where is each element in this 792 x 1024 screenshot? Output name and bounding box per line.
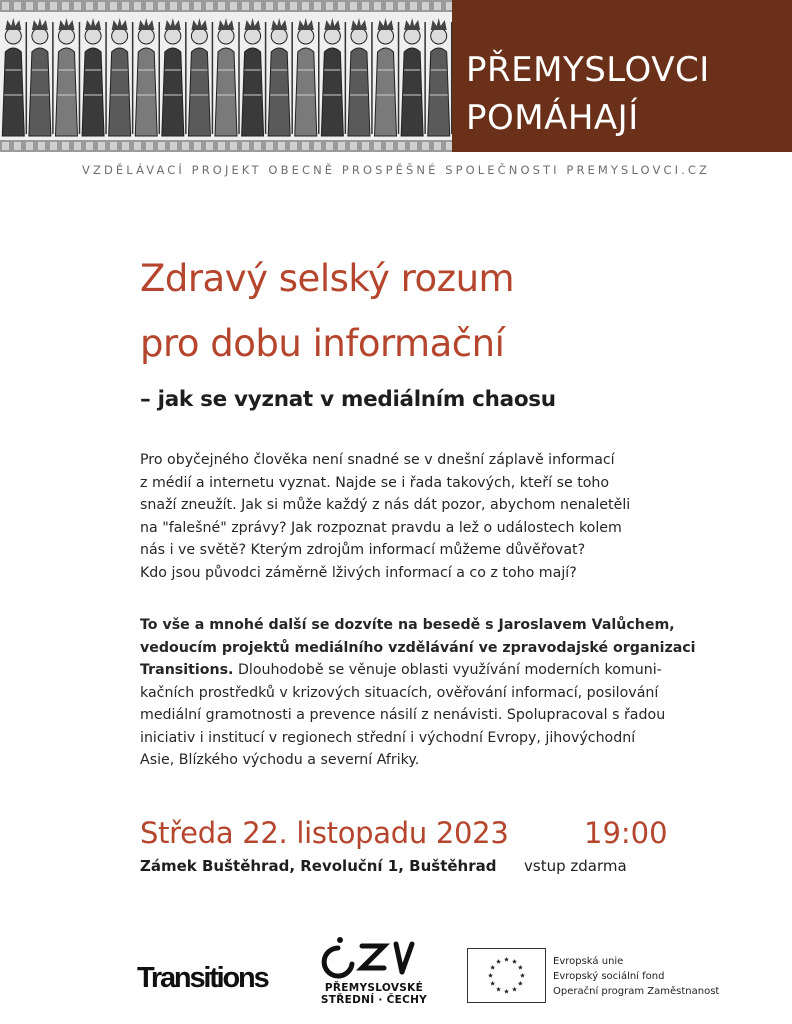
- premyslovske-ozl-logo-icon: [318, 934, 430, 982]
- speaker-paragraph: [140, 614, 696, 772]
- intro-line: z médií a internetu vyznat. Najde se i řada takových, kteří se toho: [140, 474, 610, 491]
- speaker-bold-line: To vše a mnohé další se dozvíte na besedě s Jaroslavem Valůchem,: [140, 617, 675, 633]
- speaker-line: iniciativ i institucí v regionech střední i východní Evropy, jihovýchodní: [140, 729, 636, 746]
- transitions-logo: Transitions: [137, 962, 268, 994]
- banner-frieze-image: [0, 0, 452, 152]
- eu-text-block: [553, 954, 719, 999]
- banner-title-line1: PŘEMYSLOVCI: [466, 50, 710, 90]
- speaker-line: Dlouhodobě se věnuje oblasti využívání moderních komuni-: [233, 662, 662, 678]
- premyslovske-line2: STŘEDNÍ · ČECHY: [320, 994, 428, 1006]
- project-tagline: VZDĚLÁVACÍ PROJEKT OBECNĚ PROSPĚŠNÉ SPOLEČNOSTI PREMYSLOVCI.CZ: [82, 163, 710, 177]
- eu-line: Evropská unie: [553, 956, 624, 967]
- headline-line1: Zdravý selský rozum: [140, 257, 515, 300]
- intro-line: snaží zneužít. Jak si může každý z nás dát pozor, abychom nenaletěli: [140, 497, 631, 513]
- event-time: 19:00: [584, 816, 668, 850]
- medieval-kings-frieze-icon: [0, 0, 452, 152]
- eu-flag: [467, 948, 546, 1003]
- intro-line: Pro obyčejného člověka není snadné se v dnešní záplavě informací: [140, 452, 615, 468]
- intro-paragraph: [140, 449, 630, 584]
- premyslovske-line1: PŘEMYSLOVSKÉ: [324, 982, 424, 994]
- event-date: Středa 22. listopadu 2023: [140, 816, 509, 850]
- intro-line: na "falešné" zprávy? Jak rozpoznat pravdu a lež o událostech kolem: [140, 519, 622, 536]
- premyslovske-logo: [318, 934, 430, 1004]
- subheadline: – jak se vyznat v mediálním chaosu: [140, 387, 556, 412]
- speaker-line: Asie, Blízkého východu a severní Afriky.: [140, 752, 420, 768]
- intro-line: Kdo jsou původci záměrně lživých informací a co z toho mají?: [140, 564, 577, 581]
- speaker-line: kačních prostředků v krizových situacích, ověřování informací, posilování: [140, 684, 659, 701]
- intro-line: nás i ve světě? Kterým zdrojům informací můžeme důvěřovat?: [140, 542, 586, 558]
- eu-stars-flag-icon: [468, 949, 545, 1002]
- event-entry: vstup zdarma: [524, 857, 627, 875]
- speaker-bold-line: vedoucím projektů mediálního vzdělávání ve zpravodajské organizaci: [140, 639, 696, 656]
- eu-line: Operační program Zaměstnanost: [553, 986, 720, 997]
- banner-title-box: [452, 0, 792, 152]
- eu-line: Evropský sociální fond: [553, 971, 665, 982]
- speaker-bold-org: Transitions.: [140, 662, 234, 678]
- speaker-line: mediální gramotnosti a prevence násilí z nenávisti. Spolupracoval s řadou: [140, 707, 666, 723]
- headline-line2: pro dobu informační: [140, 322, 505, 365]
- event-venue: Zámek Buštěhrad, Revoluční 1, Buštěhrad: [140, 857, 497, 875]
- banner-title-line2: POMÁHAJÍ: [466, 98, 639, 138]
